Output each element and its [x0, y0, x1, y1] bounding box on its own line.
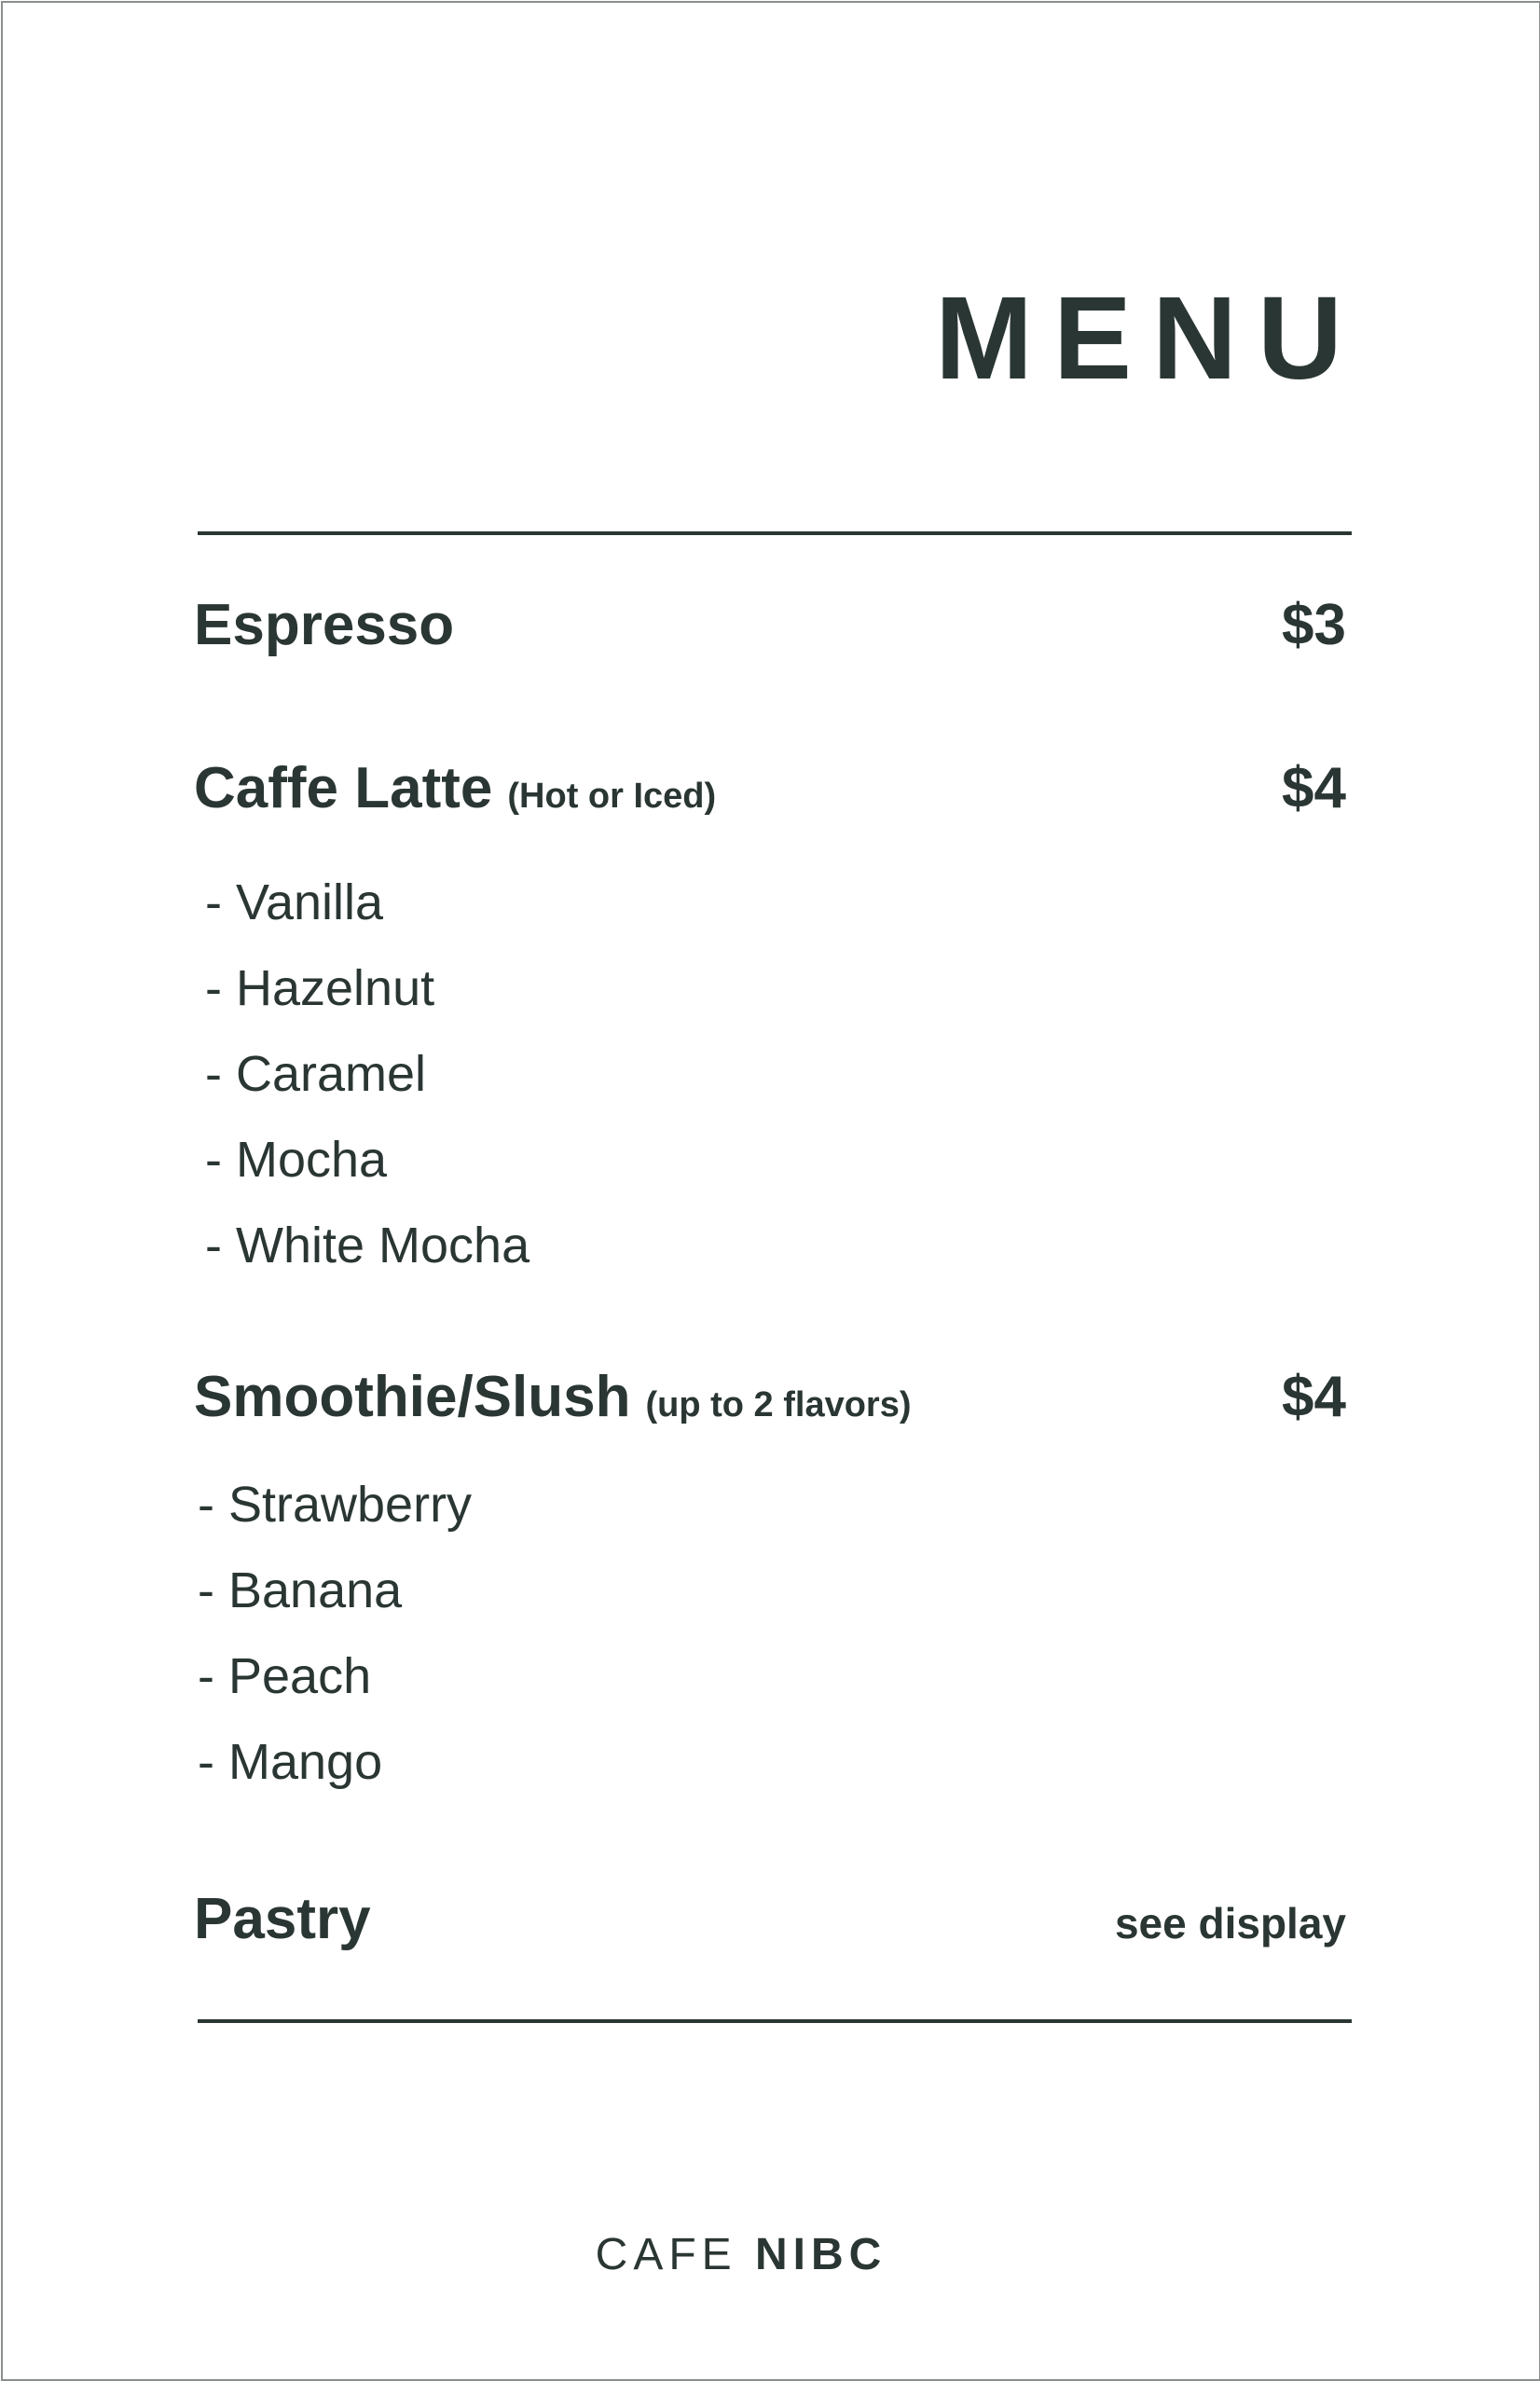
flavor-option: - Hazelnut [205, 960, 435, 1016]
item-note: (Hot or Iced) [507, 777, 717, 816]
flavor-option: - Vanilla [205, 874, 384, 930]
menu-item-caffe-latte [194, 756, 1346, 820]
latte-flavor-list [205, 860, 529, 1288]
item-label [194, 593, 455, 657]
flavor-option: - Peach [198, 1648, 372, 1704]
cafe-name-prefix: CAFE [595, 2230, 756, 2279]
item-name: Smoothie/Slush [194, 1365, 631, 1429]
item-price: see display [1114, 1899, 1346, 1947]
menu-item-smoothie-slush [194, 1365, 1346, 1429]
item-name: Caffe Latte [194, 756, 493, 820]
item-price: $3 [1282, 593, 1346, 657]
item-price: $4 [1282, 1365, 1346, 1429]
item-label [194, 1887, 371, 1951]
item-name: Pastry [194, 1887, 371, 1951]
item-label [194, 1365, 912, 1429]
top-divider [198, 531, 1352, 535]
item-name: Espresso [194, 593, 455, 657]
item-price: $4 [1282, 756, 1346, 820]
smoothie-flavor-list [198, 1462, 472, 1805]
item-label [194, 756, 717, 820]
menu-item-espresso [194, 593, 1346, 657]
menu-item-pastry [194, 1887, 1346, 1951]
menu-title: MENU [935, 272, 1363, 404]
flavor-option: - Caramel [205, 1046, 427, 1102]
flavor-option: - Mocha [205, 1132, 388, 1188]
flavor-option: - White Mocha [205, 1218, 530, 1273]
cafe-name [0, 2230, 1482, 2279]
flavor-option: - Mango [198, 1734, 383, 1790]
item-note: (up to 2 flavors) [645, 1385, 912, 1424]
bottom-divider [198, 2019, 1352, 2023]
flavor-option: - Banana [198, 1562, 403, 1618]
cafe-name-brand: NIBC [755, 2230, 887, 2279]
flavor-option: - Strawberry [198, 1477, 473, 1533]
